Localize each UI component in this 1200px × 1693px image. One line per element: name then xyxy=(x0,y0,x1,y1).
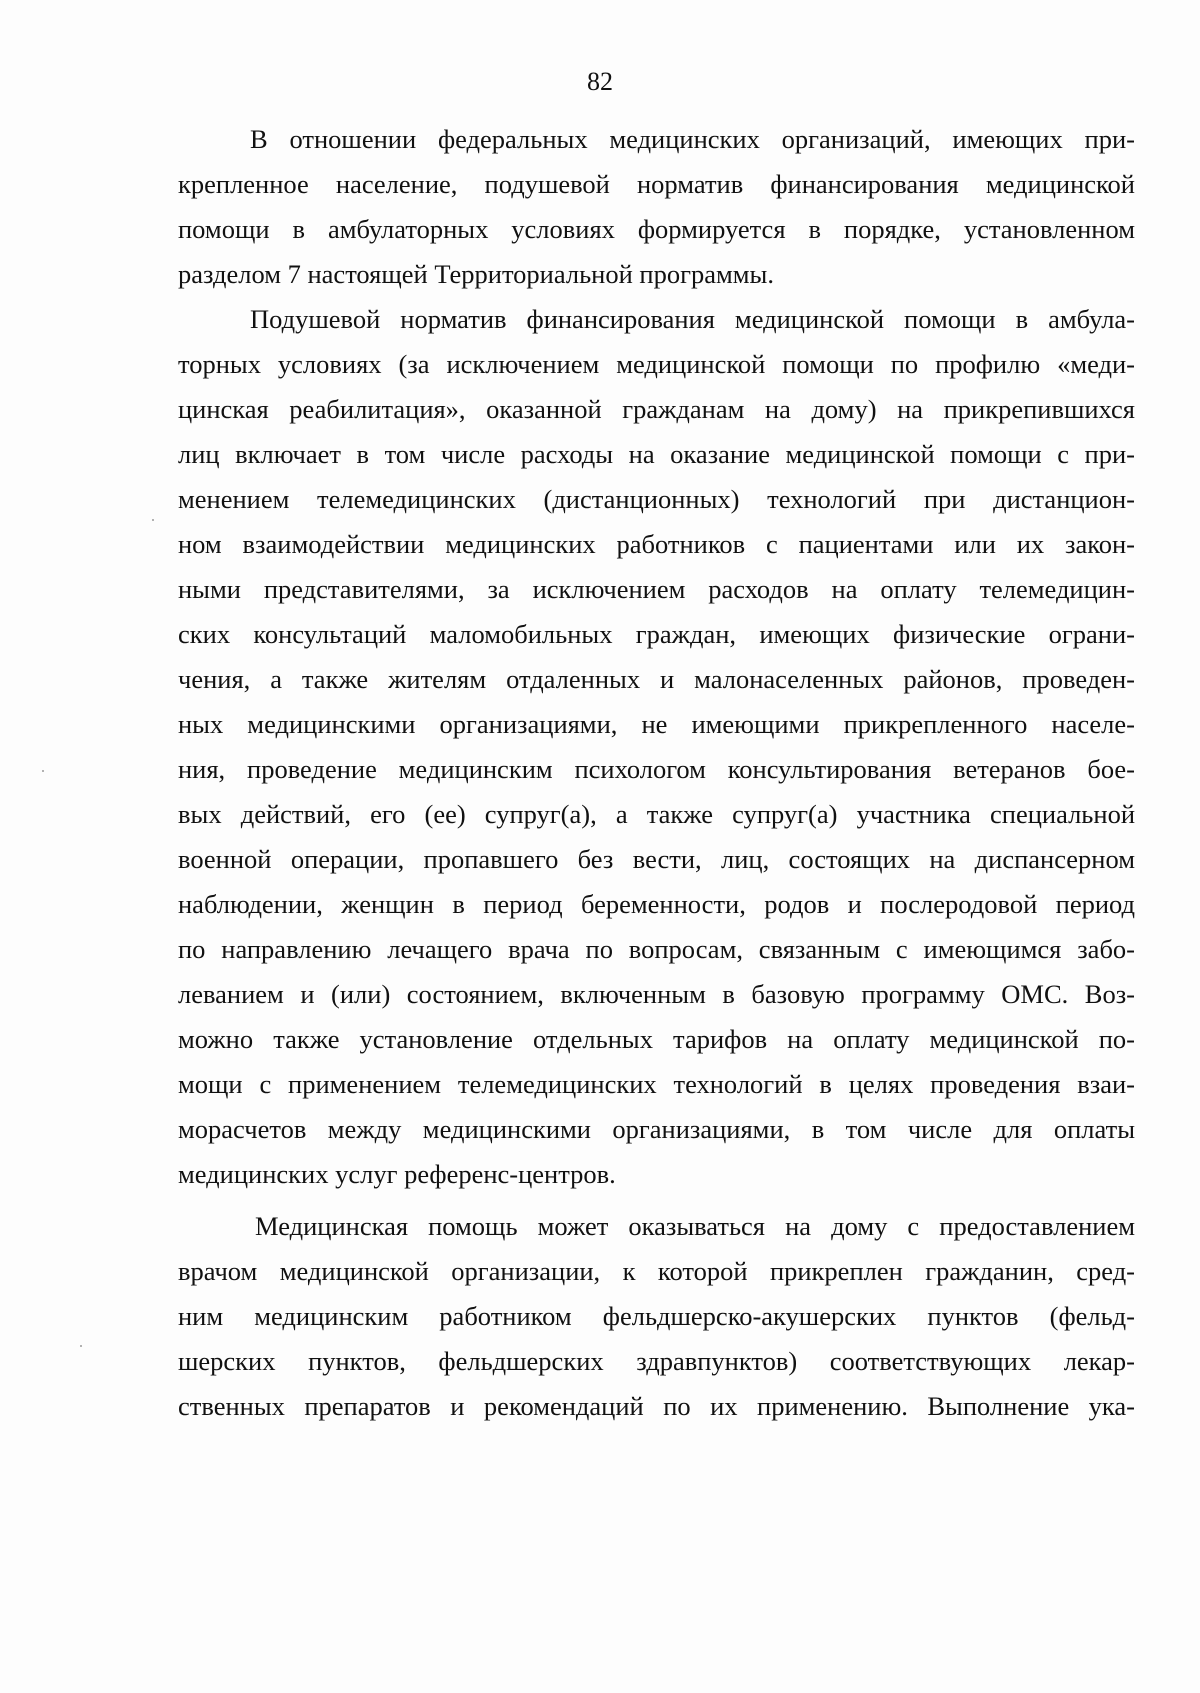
paragraph-line: чения, а также жителям отдаленных и малонаселенных районов, проведен- xyxy=(178,664,1135,694)
paragraph-line: Подушевой норматив финансирования медицинской помощи в амбула- xyxy=(250,304,1135,334)
paragraph-line: Медицинская помощь может оказываться на дому с предоставлением xyxy=(255,1211,1135,1241)
paragraph-line: ним медицинским работником фельдшерско-акушерских пунктов (фельд- xyxy=(178,1301,1135,1331)
paragraph-line: военной операции, пропавшего без вести, лиц, состоящих на диспансерном xyxy=(178,844,1135,874)
paragraph-line: ном взаимодействии медицинских работников с пациентами или их закон- xyxy=(178,529,1135,559)
paragraph-line: наблюдении, женщин в период беременности, родов и послеродовой период xyxy=(178,889,1135,919)
paragraph-line: разделом 7 настоящей Территориальной программы. xyxy=(178,259,774,289)
paragraph-line: вых действий, его (ее) супруг(а), а также супруг(а) участника специальной xyxy=(178,799,1135,829)
page-number: 82 xyxy=(587,67,613,96)
paragraph-line: морасчетов между медицинскими организациями, в том числе для оплаты xyxy=(178,1114,1135,1144)
paragraph-line: менением телемедицинских (дистанционных) технологий при дистанцион- xyxy=(178,484,1135,514)
paragraph-line: можно также установление отдельных тарифов на оплату медицинской по- xyxy=(178,1024,1135,1054)
paragraph-line: крепленное население, подушевой норматив финансирования медицинской xyxy=(178,169,1135,199)
scan-speck xyxy=(152,519,154,521)
paragraph-line: В отношении федеральных медицинских организаций, имеющих при- xyxy=(250,124,1135,154)
paragraph-line: ния, проведение медицинским психологом консультирования ветеранов бое- xyxy=(178,754,1135,784)
paragraph-line: медицинских услуг референс-центров. xyxy=(178,1159,616,1189)
scan-speck xyxy=(80,1345,82,1347)
paragraph-line: мощи с применением телемедицинских технологий в целях проведения взаи- xyxy=(178,1069,1135,1099)
paragraph-line: торных условиях (за исключением медицинской помощи по профилю «меди- xyxy=(178,349,1135,379)
paragraph-line: шерских пунктов, фельдшерских здравпунктов) соответствующих лекар- xyxy=(178,1346,1135,1376)
paragraph-line: леванием и (или) состоянием, включенным в базовую программу ОМС. Воз- xyxy=(178,979,1135,1009)
paragraph-line: ственных препаратов и рекомендаций по их применению. Выполнение ука- xyxy=(178,1391,1135,1421)
paragraph-line: помощи в амбулаторных условиях формируется в порядке, установленном xyxy=(178,214,1135,244)
scan-speck xyxy=(42,770,44,772)
paragraph-line: цинская реабилитация», оказанной гражданам на дому) на прикрепившихся xyxy=(178,394,1135,424)
paragraph-line: ными представителями, за исключением расходов на оплату телемедицин- xyxy=(178,574,1135,604)
paragraph-line: по направлению лечащего врача по вопросам, связанным с имеющимся забо- xyxy=(178,934,1135,964)
paragraph-line: лиц включает в том числе расходы на оказание медицинской помощи с при- xyxy=(178,439,1135,469)
paragraph-line: ских консультаций маломобильных граждан, имеющих физические ограни- xyxy=(178,619,1135,649)
paragraph-line: врачом медицинской организации, к которой прикреплен гражданин, сред- xyxy=(178,1256,1135,1286)
paragraph-line: ных медицинскими организациями, не имеющими прикрепленного населе- xyxy=(178,709,1135,739)
